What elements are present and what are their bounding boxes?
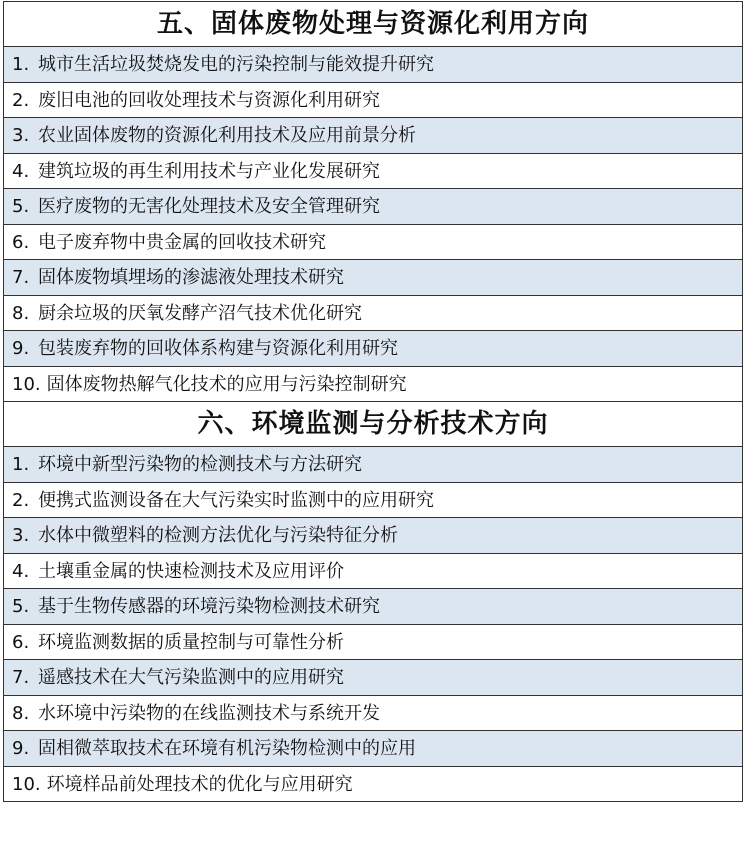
- item-text: 固相微萃取技术在环境有机污染物检测中的应用: [38, 738, 416, 759]
- list-item: [4, 447, 742, 483]
- list-item: [4, 660, 742, 696]
- list-item: [4, 367, 742, 403]
- topic-table: [3, 1, 743, 802]
- list-item: [4, 296, 742, 332]
- item-number: 6.: [12, 231, 30, 253]
- item-number: 8.: [12, 302, 30, 324]
- item-number: 7.: [12, 667, 30, 688]
- item-number: 10.: [12, 373, 41, 395]
- list-item: [4, 767, 742, 803]
- item-number: 2.: [12, 89, 30, 111]
- list-item: [4, 260, 742, 296]
- item-number: 5.: [12, 196, 30, 217]
- item-number: 2.: [12, 489, 30, 511]
- item-text: 固体废物热解气化技术的应用与污染控制研究: [46, 373, 407, 395]
- section-title-monitoring: 六、环境监测与分析技术方向: [4, 402, 742, 447]
- list-item: [4, 189, 742, 225]
- item-number: 6.: [12, 631, 30, 653]
- list-item: [4, 225, 742, 261]
- item-text: 农业固体废物的资源化利用技术及应用前景分析: [38, 125, 416, 146]
- item-text: 医疗废物的无害化处理技术及安全管理研究: [38, 196, 380, 217]
- item-text: 建筑垃圾的再生利用技术与产业化发展研究: [38, 160, 380, 182]
- list-item: [4, 589, 742, 625]
- item-text: 环境中新型污染物的检测技术与方法研究: [38, 454, 362, 475]
- item-text: 便携式监测设备在大气污染实时监测中的应用研究: [38, 489, 434, 511]
- item-number: 5.: [12, 596, 30, 617]
- item-text: 水体中微塑料的检测方法优化与污染特征分析: [38, 525, 398, 546]
- list-item: [4, 483, 742, 519]
- item-text: 环境监测数据的质量控制与可靠性分析: [38, 631, 344, 653]
- item-number: 4.: [12, 160, 30, 182]
- list-item: [4, 518, 742, 554]
- item-text: 电子废弃物中贵金属的回收技术研究: [38, 231, 326, 253]
- item-text: 遥感技术在大气污染监测中的应用研究: [38, 667, 344, 688]
- section-title-solid-waste: 五、固体废物处理与资源化利用方向: [4, 2, 742, 47]
- item-text: 城市生活垃圾焚烧发电的污染控制与能效提升研究: [38, 54, 434, 75]
- item-number: 3.: [12, 525, 30, 546]
- item-number: 7.: [12, 267, 30, 288]
- list-item: [4, 154, 742, 190]
- item-number: 10.: [12, 773, 41, 795]
- item-number: 8.: [12, 702, 30, 724]
- item-text: 废旧电池的回收处理技术与资源化利用研究: [38, 89, 380, 111]
- item-number: 9.: [12, 738, 30, 759]
- list-item: [4, 118, 742, 154]
- list-item: [4, 731, 742, 767]
- list-item: [4, 625, 742, 661]
- item-text: 土壤重金属的快速检测技术及应用评价: [38, 560, 344, 582]
- list-item: [4, 83, 742, 119]
- item-text: 厨余垃圾的厌氧发酵产沼气技术优化研究: [38, 302, 362, 324]
- list-item: [4, 696, 742, 732]
- list-item: [4, 554, 742, 590]
- item-text: 固体废物填埋场的渗滤液处理技术研究: [38, 267, 344, 288]
- item-text: 环境样品前处理技术的优化与应用研究: [46, 773, 353, 795]
- list-item: [4, 331, 742, 367]
- item-number: 3.: [12, 125, 30, 146]
- item-text: 包装废弃物的回收体系构建与资源化利用研究: [38, 338, 398, 359]
- item-number: 4.: [12, 560, 30, 582]
- item-number: 1.: [12, 454, 30, 475]
- item-number: 9.: [12, 338, 30, 359]
- item-text: 水环境中污染物的在线监测技术与系统开发: [38, 702, 380, 724]
- item-number: 1.: [12, 54, 30, 75]
- list-item: [4, 47, 742, 83]
- item-text: 基于生物传感器的环境污染物检测技术研究: [38, 596, 380, 617]
